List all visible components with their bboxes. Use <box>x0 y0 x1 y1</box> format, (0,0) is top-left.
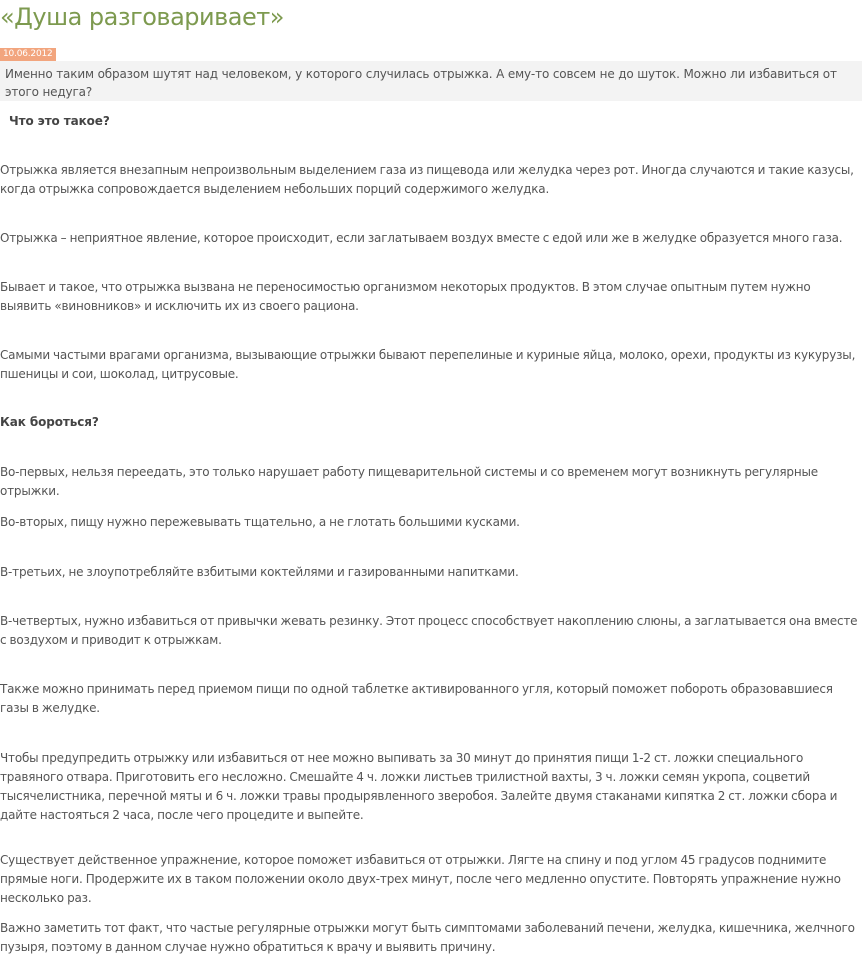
paragraph: Чтобы предупредить отрыжку или избавиться от нее можно выпивать за 30 минут до принятия пищи 1-2 ст. ложки специального травяного отвара. Приготовить его несложно. Смешайте 4 ч. ложки листьев трилистной вахты, 3 ч. ложки семян укропа, соцветий тысячелистника, перечной мяты и 6 ч. ложки травы продырявленного зверобоя. Залейте двумя стаканами кипятка 2 ст. ложки сбора и дайте настояться 2 часа, после чего процедите и выпейте. <box>0 751 838 822</box>
paragraph: Самыми частыми врагами организма, вызывающие отрыжки бывают перепелиные и куриные яйца, молоко, орехи, продукты из кукурузы, пшеницы и сои, шоколад, цитрусовые. <box>0 348 856 381</box>
paragraph: Также можно принимать перед приемом пищи по одной таблетке активированного угля, который поможет побороть образовавшиеся газы в желудке. <box>0 682 833 715</box>
paragraph: Существует действенное упражнение, которое поможет избавиться от отрыжки. Лягте на спину и под углом 45 градусов поднимите прямые ноги. Продержите их в таком положении около двух-трех минут, после чего медленно опустите. Повторять упражнение нужно несколько раз. <box>0 853 841 905</box>
heading-what-is-it: Что это такое? <box>9 114 110 128</box>
paragraph: Отрыжка – неприятное явление, которое происходит, если заглатываем воздух вместе с едой или же в желудке образуется много газа. <box>0 231 843 245</box>
paragraph: Важно заметить тот факт, что частые регулярные отрыжки могут быть симптомами заболеваний печени, желудка, кишечника, желчного пузыря, поэтому в данном случае нужно обратиться к врачу и выявить причину. <box>0 921 855 954</box>
paragraph: Бывает и такое, что отрыжка вызвана не переносимостью организмом некоторых продуктов. В этом случае опытным путем нужно выявить «виновников» и исключить их из своего рациона. <box>0 280 811 313</box>
paragraph: Отрыжка является внезапным непроизвольным выделением газа из пищевода или желудка через рот. Иногда случаются и такие казусы, когда отрыжка сопровождается выделением небольших порций содержимого желудка. <box>0 163 854 196</box>
paragraph: В-четвертых, нужно избавиться от привычки жевать резинку. Этот процесс способствует накоплению слюны, а заглатывается она вместе с воздухом и приводит к отрыжкам. <box>0 614 858 647</box>
paragraph: Во-первых, нельзя переедать, это только нарушает работу пищеварительной системы и со временем могут возникнуть регулярные отрыжки. <box>0 465 818 498</box>
article-intro: Именно таким образом шутят над человеком, у которого случилась отрыжка. А ему-то совсем не до шуток. Можно ли избавиться от этого недуга? <box>0 61 862 101</box>
date-badge: 10.06.2012 <box>0 48 56 61</box>
paragraph: В-третьих, не злоупотребляйте взбитыми коктейлями и газированными напитками. <box>0 565 519 579</box>
article-title: «Душа разговаривает» <box>0 3 284 31</box>
heading-how-to-fight: Как бороться? <box>0 415 99 429</box>
paragraph: Во-вторых, пищу нужно пережевывать тщательно, а не глотать большими кусками. <box>0 515 520 529</box>
